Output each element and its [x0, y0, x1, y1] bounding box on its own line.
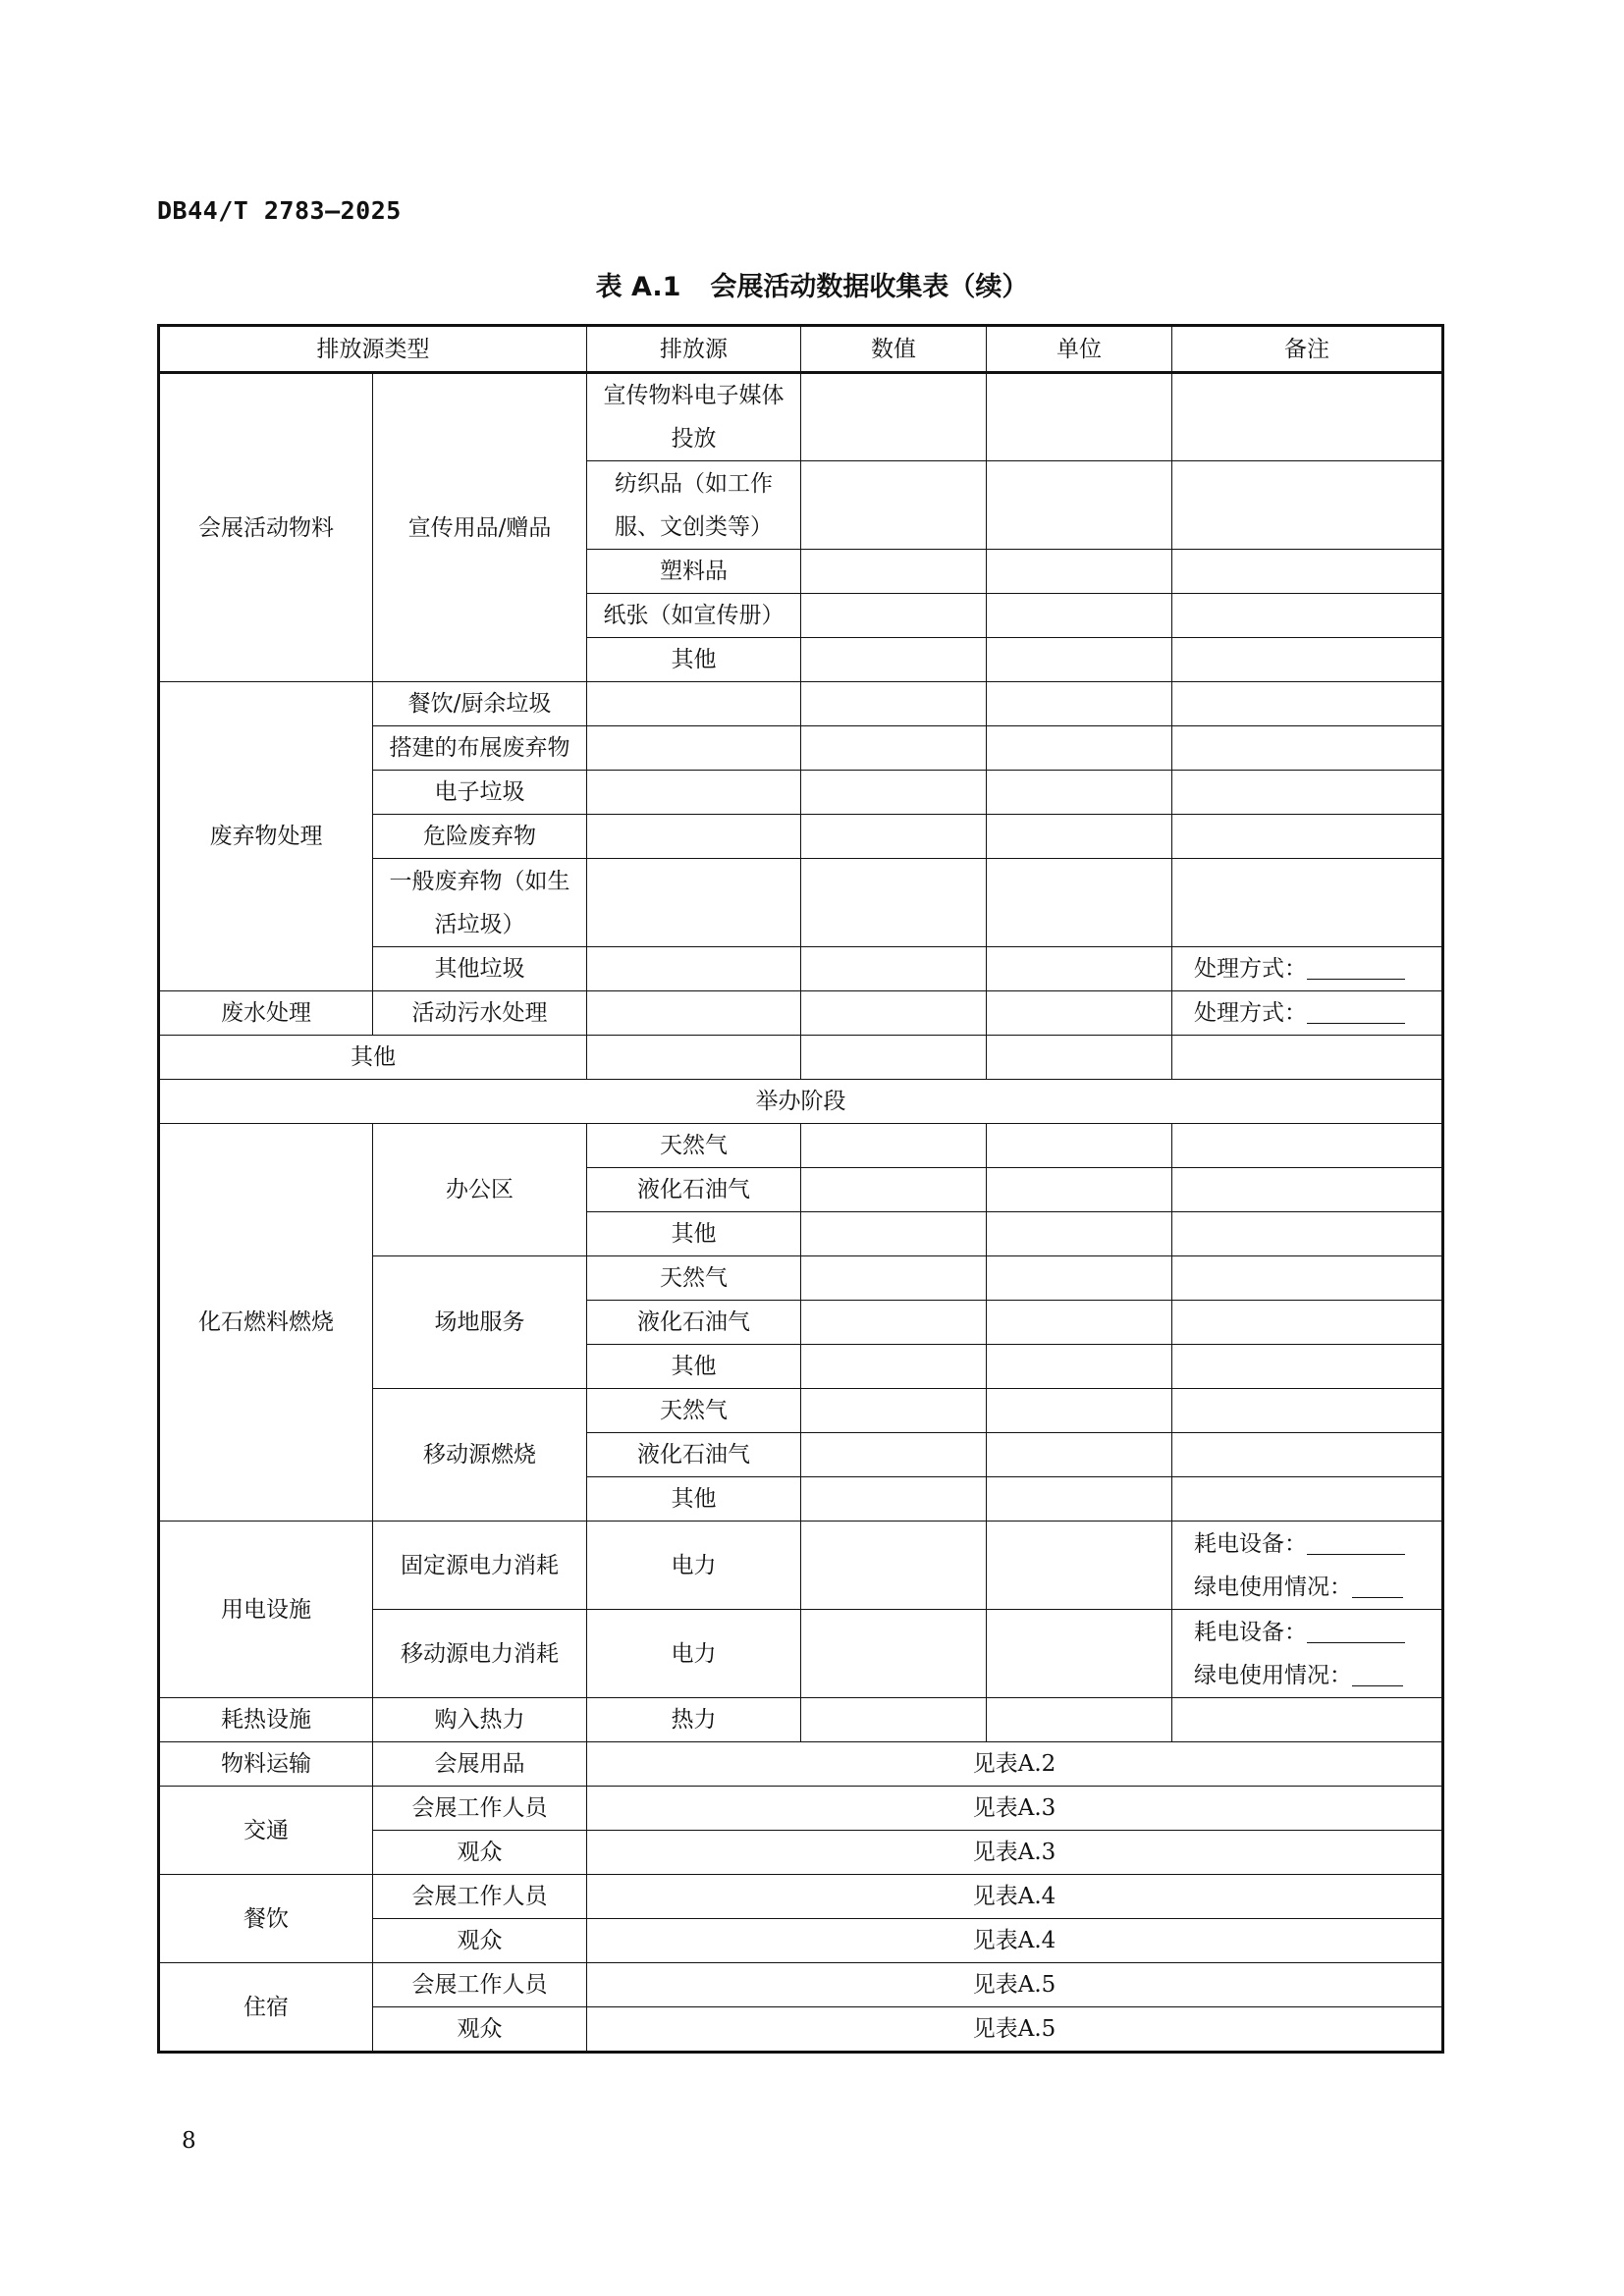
unit-cell[interactable] — [987, 1477, 1172, 1522]
remark-cell[interactable] — [1172, 1168, 1443, 1212]
source-cell: 其他 — [587, 1477, 801, 1522]
table-title — [0, 265, 1624, 303]
reference-cell: 见表A.4 — [587, 1919, 1443, 1963]
remark-cell[interactable] — [1172, 1610, 1443, 1698]
source-cell: 热力 — [587, 1698, 801, 1742]
category-cell: 餐饮 — [159, 1875, 373, 1963]
subcategory-cell: 搭建的布展废弃物 — [373, 726, 587, 771]
green-power-label: 绿电使用情况： — [1194, 1662, 1352, 1688]
subcategory-cell: 活动污水处理 — [373, 991, 587, 1036]
source-cell: 天然气 — [587, 1389, 801, 1433]
unit-cell[interactable] — [987, 1256, 1172, 1301]
subcategory-cell: 会展工作人员 — [373, 1787, 587, 1831]
source-cell: 天然气 — [587, 1124, 801, 1168]
value-cell[interactable] — [801, 947, 987, 991]
source-cell: 纸张（如宣传册） — [587, 594, 801, 638]
stage-label: 举办阶段 — [159, 1080, 1443, 1124]
value-cell[interactable] — [801, 859, 987, 947]
unit-cell[interactable] — [987, 771, 1172, 815]
unit-cell[interactable] — [987, 1345, 1172, 1389]
table-row — [159, 1963, 1443, 2007]
fill-blank[interactable] — [1307, 953, 1405, 980]
remark-cell[interactable] — [1172, 1036, 1443, 1080]
remark-cell[interactable] — [1172, 594, 1443, 638]
source-cell: 天然气 — [587, 1256, 801, 1301]
subcategory-cell: 危险废弃物 — [373, 815, 587, 859]
table-header-row — [159, 326, 1443, 373]
reference-cell: 见表A.3 — [587, 1831, 1443, 1875]
header-remark: 备注 — [1172, 326, 1443, 373]
value-cell[interactable] — [801, 461, 987, 550]
remark-cell[interactable] — [1172, 1477, 1443, 1522]
unit-cell[interactable] — [987, 1212, 1172, 1256]
value-cell[interactable] — [801, 638, 987, 682]
unit-cell[interactable] — [987, 1124, 1172, 1168]
unit-cell[interactable] — [987, 859, 1172, 947]
value-cell[interactable] — [801, 1301, 987, 1345]
remark-cell[interactable] — [1172, 1433, 1443, 1477]
subcategory-cell: 会展工作人员 — [373, 1875, 587, 1919]
source-cell[interactable] — [587, 815, 801, 859]
source-cell: 其他 — [587, 1212, 801, 1256]
subcategory-cell: 观众 — [373, 1919, 587, 1963]
category-cell: 其他 — [159, 1036, 587, 1080]
value-cell[interactable] — [801, 373, 987, 461]
value-cell[interactable] — [801, 1256, 987, 1301]
remark-cell[interactable] — [1172, 638, 1443, 682]
value-cell[interactable] — [801, 1212, 987, 1256]
table-row — [159, 1875, 1443, 1919]
table-row — [159, 1124, 1443, 1168]
fill-blank[interactable] — [1352, 1572, 1403, 1598]
source-cell[interactable] — [587, 859, 801, 947]
value-cell[interactable] — [801, 1522, 987, 1610]
source-cell: 电力 — [587, 1610, 801, 1698]
table-row — [159, 1522, 1443, 1610]
category-cell: 交通 — [159, 1787, 373, 1875]
source-cell: 液化石油气 — [587, 1301, 801, 1345]
reference-cell: 见表A.4 — [587, 1875, 1443, 1919]
remark-cell[interactable] — [1172, 550, 1443, 594]
unit-cell[interactable] — [987, 638, 1172, 682]
table-row — [159, 1698, 1443, 1742]
remark-cell[interactable] — [1172, 461, 1443, 550]
subcategory-cell: 餐饮/厨余垃圾 — [373, 682, 587, 726]
stage-row — [159, 1080, 1443, 1124]
remark-cell[interactable] — [1172, 991, 1443, 1036]
value-cell[interactable] — [801, 1433, 987, 1477]
document-code: DB44/T 2783—2025 — [157, 196, 402, 225]
unit-cell[interactable] — [987, 726, 1172, 771]
subcategory-cell: 观众 — [373, 2007, 587, 2053]
unit-cell[interactable] — [987, 991, 1172, 1036]
header-unit: 单位 — [987, 326, 1172, 373]
value-cell[interactable] — [801, 991, 987, 1036]
remark-cell[interactable] — [1172, 1124, 1443, 1168]
unit-cell[interactable] — [987, 1036, 1172, 1080]
fill-blank[interactable] — [1307, 1528, 1405, 1555]
page-number: 8 — [182, 2128, 196, 2154]
subcategory-cell: 购入热力 — [373, 1698, 587, 1742]
source-cell[interactable] — [587, 947, 801, 991]
remark-cell[interactable] — [1172, 1345, 1443, 1389]
reference-cell: 见表A.5 — [587, 2007, 1443, 2053]
remark-cell[interactable] — [1172, 682, 1443, 726]
unit-cell[interactable] — [987, 1301, 1172, 1345]
unit-cell[interactable] — [987, 461, 1172, 550]
remark-cell[interactable] — [1172, 859, 1443, 947]
value-cell[interactable] — [801, 1168, 987, 1212]
value-cell[interactable] — [801, 1036, 987, 1080]
reference-cell: 见表A.5 — [587, 1963, 1443, 2007]
subcategory-cell: 固定源电力消耗 — [373, 1522, 587, 1610]
unit-cell[interactable] — [987, 1389, 1172, 1433]
device-label: 耗电设备： — [1194, 1530, 1307, 1557]
source-cell: 纺织品（如工作服、文创类等） — [587, 461, 801, 550]
unit-cell[interactable] — [987, 1522, 1172, 1610]
subcategory-cell: 观众 — [373, 1831, 587, 1875]
value-cell[interactable] — [801, 771, 987, 815]
subcategory-cell: 宣传用品/赠品 — [373, 373, 587, 682]
unit-cell[interactable] — [987, 550, 1172, 594]
table-row — [159, 991, 1443, 1036]
table-row — [159, 1036, 1443, 1080]
table-number: 表 A.1 — [595, 272, 681, 302]
source-cell: 宣传物料电子媒体投放 — [587, 373, 801, 461]
remark-cell[interactable] — [1172, 1301, 1443, 1345]
source-cell: 液化石油气 — [587, 1433, 801, 1477]
unit-cell[interactable] — [987, 947, 1172, 991]
unit-cell[interactable] — [987, 682, 1172, 726]
value-cell[interactable] — [801, 1345, 987, 1389]
subcategory-cell: 移动源燃烧 — [373, 1389, 587, 1522]
value-cell[interactable] — [801, 1124, 987, 1168]
header-source-type: 排放源类型 — [159, 326, 587, 373]
source-cell[interactable] — [587, 991, 801, 1036]
treatment-method-label: 处理方式： — [1194, 956, 1307, 982]
remark-cell[interactable] — [1172, 1256, 1443, 1301]
unit-cell[interactable] — [987, 1168, 1172, 1212]
category-cell: 废弃物处理 — [159, 682, 373, 991]
remark-cell[interactable] — [1172, 373, 1443, 461]
fill-blank[interactable] — [1307, 1617, 1405, 1643]
subcategory-cell: 电子垃圾 — [373, 771, 587, 815]
value-cell[interactable] — [801, 726, 987, 771]
source-cell: 其他 — [587, 638, 801, 682]
category-cell: 废水处理 — [159, 991, 373, 1036]
table-row — [159, 373, 1443, 461]
treatment-method-label: 处理方式： — [1194, 1000, 1307, 1026]
source-cell: 塑料品 — [587, 550, 801, 594]
value-cell[interactable] — [801, 550, 987, 594]
unit-cell[interactable] — [987, 1610, 1172, 1698]
unit-cell[interactable] — [987, 815, 1172, 859]
value-cell[interactable] — [801, 594, 987, 638]
value-cell[interactable] — [801, 682, 987, 726]
green-power-label: 绿电使用情况： — [1194, 1574, 1352, 1600]
unit-cell[interactable] — [987, 594, 1172, 638]
header-source: 排放源 — [587, 326, 801, 373]
reference-cell: 见表A.2 — [587, 1742, 1443, 1787]
remark-cell[interactable] — [1172, 815, 1443, 859]
category-cell: 耗热设施 — [159, 1698, 373, 1742]
remark-cell[interactable] — [1172, 947, 1443, 991]
source-cell[interactable] — [587, 771, 801, 815]
source-cell: 电力 — [587, 1522, 801, 1610]
value-cell[interactable] — [801, 1389, 987, 1433]
source-cell[interactable] — [587, 1036, 801, 1080]
remark-cell[interactable] — [1172, 1212, 1443, 1256]
category-cell: 用电设施 — [159, 1522, 373, 1698]
subcategory-cell: 会展用品 — [373, 1742, 587, 1787]
unit-cell[interactable] — [987, 373, 1172, 461]
value-cell[interactable] — [801, 1610, 987, 1698]
category-cell: 化石燃料燃烧 — [159, 1124, 373, 1522]
value-cell[interactable] — [801, 1698, 987, 1742]
remark-cell[interactable] — [1172, 1522, 1443, 1610]
table-title-text: 会展活动数据收集表（续） — [710, 272, 1029, 302]
category-cell: 住宿 — [159, 1963, 373, 2053]
fill-blank[interactable] — [1307, 997, 1405, 1024]
header-value: 数值 — [801, 326, 987, 373]
data-collection-table — [157, 324, 1444, 2054]
source-cell[interactable] — [587, 682, 801, 726]
remark-cell[interactable] — [1172, 1389, 1443, 1433]
subcategory-cell: 场地服务 — [373, 1256, 587, 1389]
device-label: 耗电设备： — [1194, 1619, 1307, 1645]
category-cell: 会展活动物料 — [159, 373, 373, 682]
table-row — [159, 682, 1443, 726]
subcategory-cell: 办公区 — [373, 1124, 587, 1256]
value-cell[interactable] — [801, 815, 987, 859]
table-row — [159, 1787, 1443, 1831]
reference-cell: 见表A.3 — [587, 1787, 1443, 1831]
unit-cell[interactable] — [987, 1433, 1172, 1477]
subcategory-cell: 会展工作人员 — [373, 1963, 587, 2007]
table-row — [159, 1742, 1443, 1787]
fill-blank[interactable] — [1352, 1660, 1403, 1686]
subcategory-cell: 移动源电力消耗 — [373, 1610, 587, 1698]
category-cell: 物料运输 — [159, 1742, 373, 1787]
subcategory-cell: 一般废弃物（如生活垃圾） — [373, 859, 587, 947]
subcategory-cell: 其他垃圾 — [373, 947, 587, 991]
value-cell[interactable] — [801, 1477, 987, 1522]
remark-cell[interactable] — [1172, 726, 1443, 771]
remark-cell[interactable] — [1172, 771, 1443, 815]
source-cell: 其他 — [587, 1345, 801, 1389]
remark-cell[interactable] — [1172, 1698, 1443, 1742]
source-cell: 液化石油气 — [587, 1168, 801, 1212]
source-cell[interactable] — [587, 726, 801, 771]
unit-cell[interactable] — [987, 1698, 1172, 1742]
